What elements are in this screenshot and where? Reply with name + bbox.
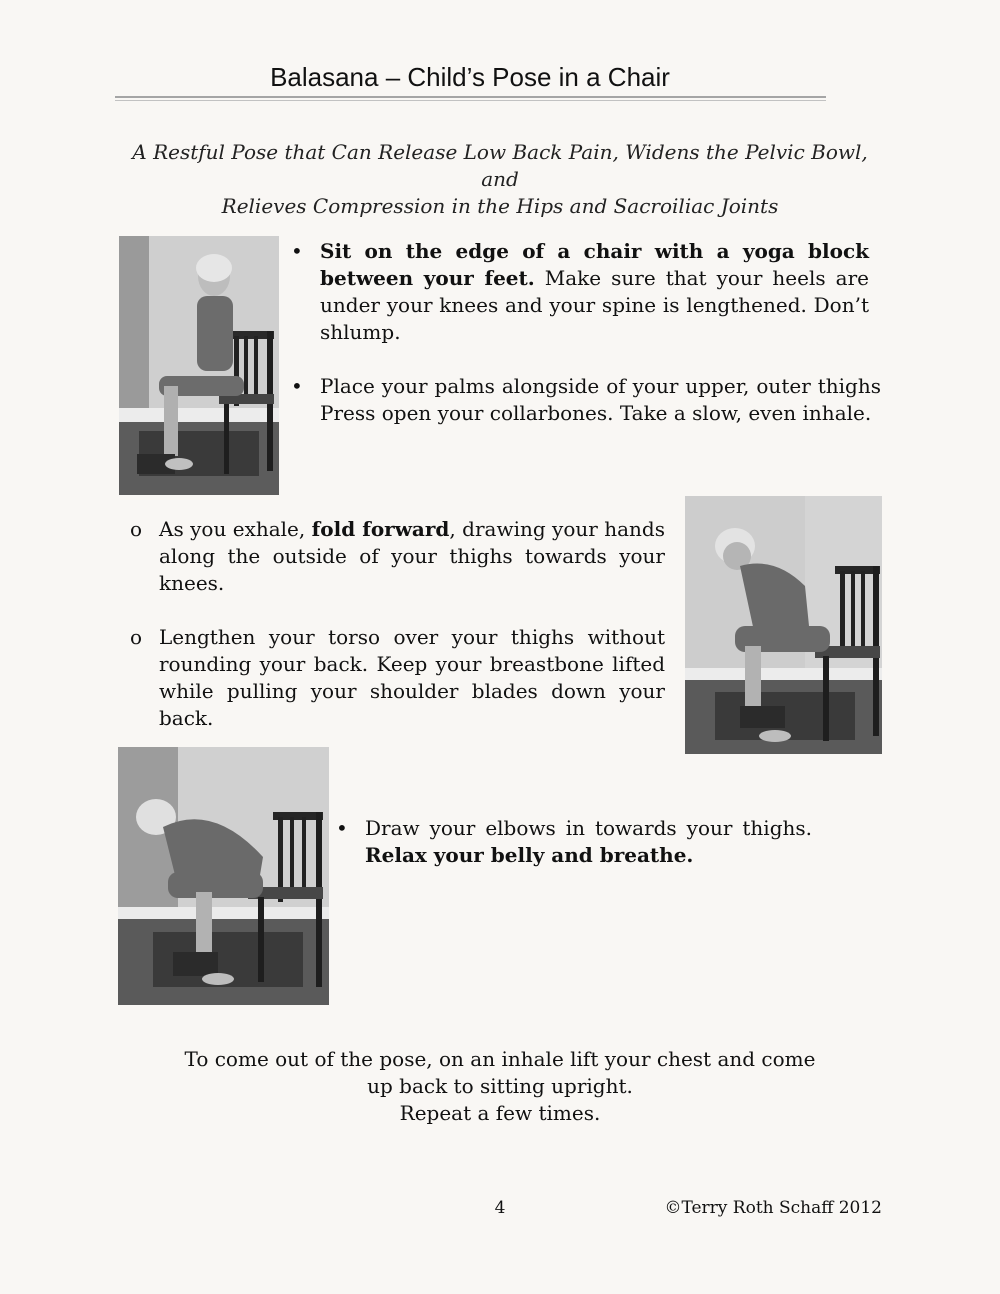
page-number: 4 (494, 1198, 506, 1218)
closing-line-3: Repeat a few times. (399, 1101, 601, 1125)
bullet-marker: o (130, 517, 143, 541)
instructions-part-1 (291, 238, 881, 427)
title-divider (115, 96, 826, 98)
instructions-part-3 (336, 815, 812, 869)
instruction-text: Place your palms alongside of your upper, outer thighs Press open your collarbones. Take a slow, even inhale. (320, 374, 881, 425)
list-item (130, 624, 665, 732)
photo-folding-forward (685, 496, 882, 754)
instructions-part-2 (130, 516, 665, 732)
list-item (336, 815, 812, 869)
page-title: Balasana – Child’s Pose in a Chair (270, 62, 670, 92)
bullet-marker: • (336, 816, 348, 840)
title-divider-thin (115, 100, 826, 101)
instruction-text: Make sure that your heels are under your knees and your spine is lengthened. Don’t shlump. (320, 266, 869, 344)
list-item (291, 238, 869, 346)
closing-line-1: To come out of the pose, on an inhale lift your chest and come (184, 1047, 816, 1071)
bullet-marker: • (291, 239, 303, 263)
bullet-marker: o (130, 625, 143, 649)
closing-line-2: up back to sitting upright. (367, 1074, 633, 1098)
photo-seated-upright (119, 236, 279, 495)
subtitle-line-1: A Restful Pose that Can Release Low Back Pain, Widens the Pelvic Bowl, and (132, 140, 868, 191)
instruction-text: Draw your elbows in towards your thighs. (365, 816, 812, 840)
photo-elbows-in (118, 747, 329, 1005)
subtitle-line-2: Relieves Compression in the Hips and Sacroiliac Joints (221, 194, 779, 218)
list-item (291, 373, 881, 427)
instruction-emphasis: Sit on the edge of a chair with a yoga block between your feet. (320, 239, 869, 290)
instruction-text: Lengthen your torso over your thighs without rounding your back. Keep your breastbone lifted while pulling your shoulder blades down your back. (159, 625, 665, 730)
bullet-marker: • (291, 374, 303, 398)
subtitle (120, 139, 880, 220)
instruction-emphasis: fold forward (311, 517, 450, 541)
list-item (130, 516, 665, 597)
instruction-text: , drawing your hands along the outside of your thighs towards your knees. (159, 517, 665, 595)
copyright-notice: ©Terry Roth Schaff 2012 (664, 1198, 882, 1218)
closing-instructions (170, 1046, 830, 1127)
instruction-text: As you exhale, (159, 517, 312, 541)
instruction-emphasis: Relax your belly and breathe. (365, 843, 694, 867)
